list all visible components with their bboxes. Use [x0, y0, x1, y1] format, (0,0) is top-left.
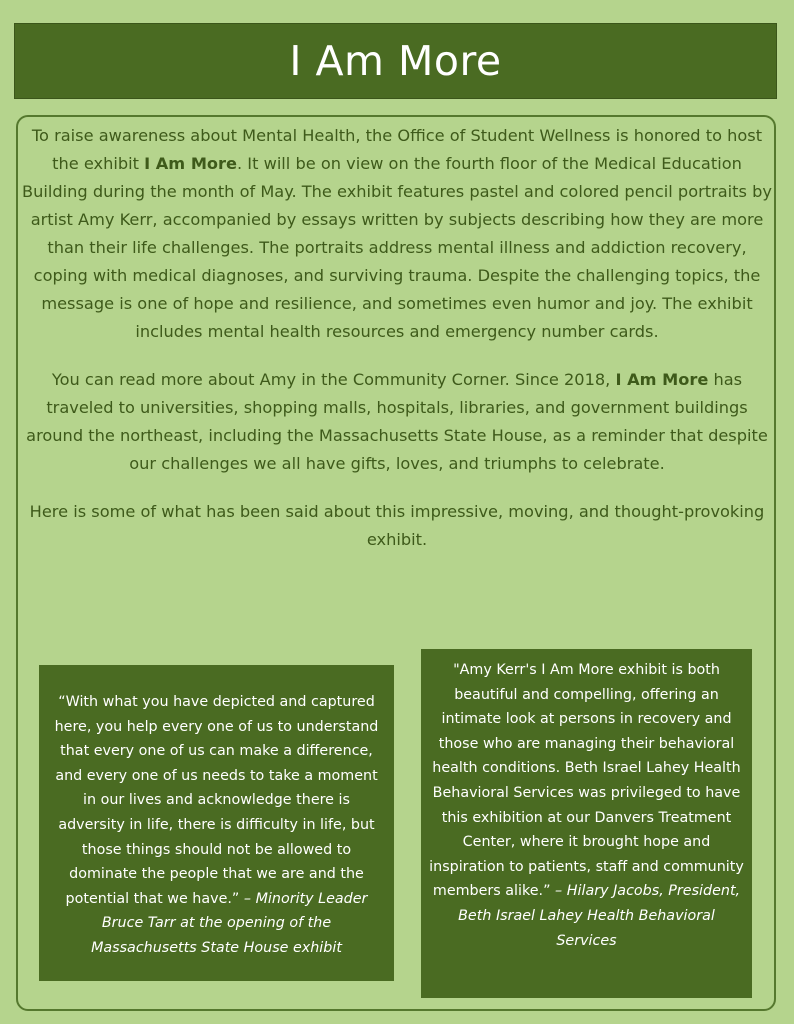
intro-section — [22, 122, 772, 554]
intro-paragraph-1 — [22, 122, 772, 346]
intro-paragraph-2-text-continued: has traveled to universities, shopping malls, hospitals, libraries, and government buildings around the northeast, including the Massachusetts State House, as a reminder that despite our challenges we all have gifts, loves, and triumphs to celebrate. — [26, 370, 768, 473]
quote-attribution: – Hilary Jacobs, President, Beth Israel Lahey Health Behavioral Services — [458, 883, 741, 949]
quote-text: "Amy Kerr's I Am More exhibit is both beautiful and compelling, offering an intimate look at persons in recovery and those who are managing their behavioral health conditions. Beth Israel Lahey Health Behavioral Services was privileged to have this exhibition at our Danvers Treatment Center, where it brought hope and inspiration to patients, staff and community members alike.” — [429, 662, 744, 900]
exhibit-name: I Am More — [615, 370, 709, 389]
quote-box-tarr — [39, 665, 394, 981]
quote-text: “With what you have depicted and captured here, you help every one of us to understand that every one of us can make a difference, and every one of us needs to take a moment in our lives and acknowledge there is adversity in life, there is difficulty in life, but those things should not be allowed to dominate the people that we are and the potential that we have.” — [54, 694, 379, 907]
quote-box-jacobs — [421, 649, 752, 998]
title-banner — [14, 23, 777, 99]
intro-paragraph-2-text: You can read more about Amy in the Community Corner. Since 2018, — [51, 370, 616, 389]
intro-paragraph-3: Here is some of what has been said about this impressive, moving, and thought-provoking exhibit. — [29, 502, 765, 549]
intro-paragraph-1-text-continued: . It will be on view on the fourth floor of the Medical Education Building during the month of May. The exhibit features pastel and colored pencil portraits by artist Amy Kerr, accompanied by essays written by subjects describing how they are more than their life challenges. The portraits address mental illness and addiction recovery, coping with medical diagnoses, and surviving trauma. Despite the challenging topics, the message is one of hope and resilience, and sometimes even humor and joy. The exhibit includes mental health resources and emergency number cards. — [22, 154, 772, 341]
quote-attribution: – Minority Leader Bruce Tarr at the opening of the Massachusetts State House exhibit — [91, 890, 368, 956]
intro-paragraph-1-text: To raise awareness about Mental Health, the Office of Student Wellness is honored to host the exhibit — [31, 126, 763, 173]
page-title: I Am More — [289, 37, 502, 85]
intro-paragraph-2 — [22, 366, 772, 478]
exhibit-name: I Am More — [144, 154, 238, 173]
